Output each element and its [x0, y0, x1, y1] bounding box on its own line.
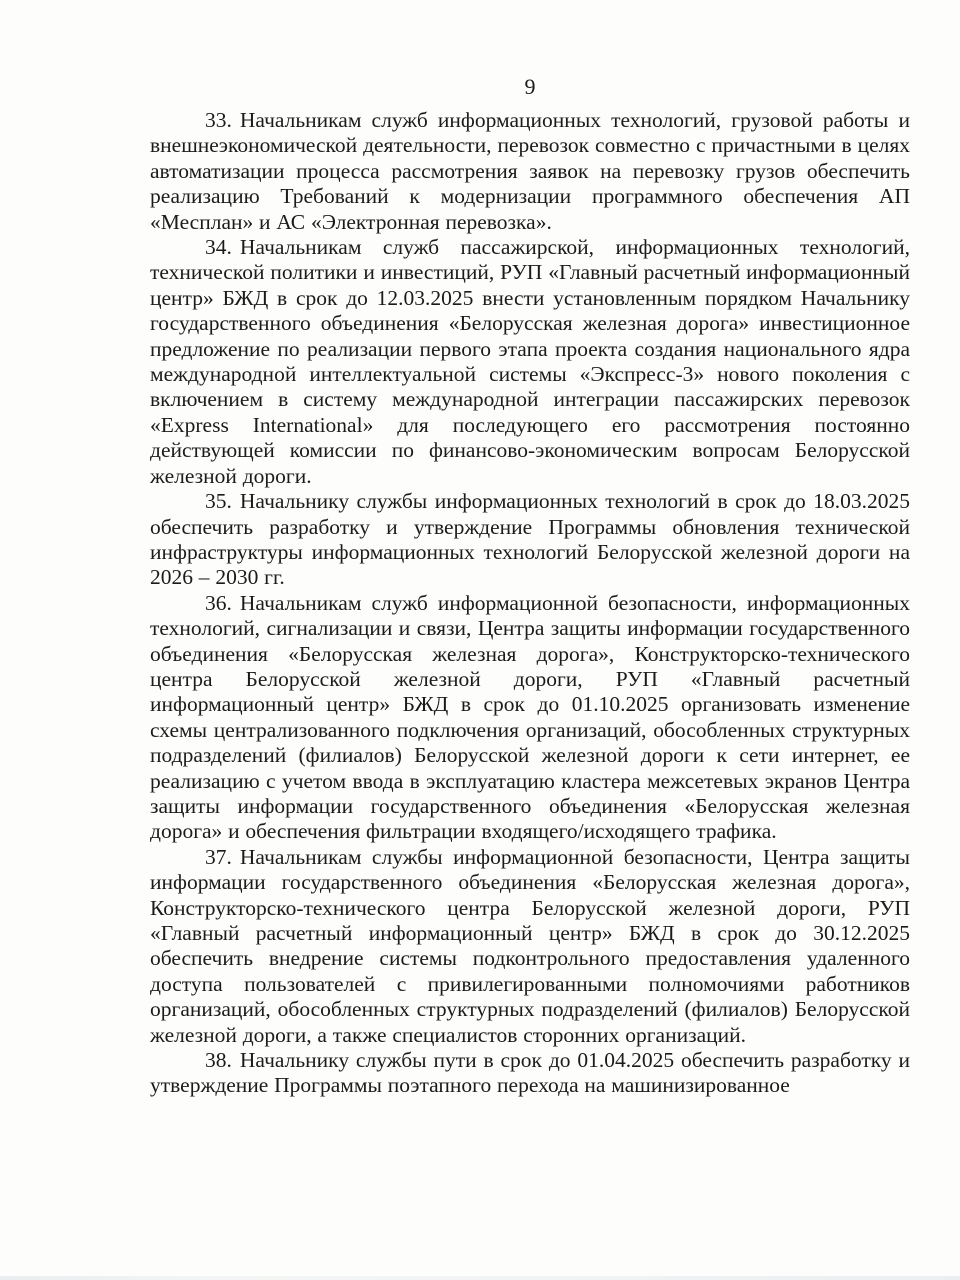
paragraph-number: 37.	[205, 844, 232, 869]
paragraph-37	[150, 845, 910, 1048]
page-number: 9	[524, 74, 536, 99]
paragraph-number: 33.	[205, 108, 232, 132]
scan-edge-artifact	[0, 1276, 960, 1280]
paragraph-33	[150, 108, 910, 235]
paragraph-number: 38.	[205, 1048, 232, 1073]
paragraph-text: Начальникам служб пассажирской, информационных технологий, технической политики и инвестиций, РУП «Главный расчетный информационный центр» БЖД в срок до 12.03.2025 внести установленным порядком Начальнику государственного объединения «Белорусская железная дорога» инвестиционное предложение по реализации первого этапа проекта создания национального ядра международной интеллектуальной системы «Экспресс-3» нового поколения с включением в систему международной интеграции пассажирских перевозок «Express International» для последующего его рассмотрения постоянно действующей комиссии по финансово-экономическим вопросам Белорусской железной дороги.	[150, 235, 910, 488]
paragraph-text: Начальникам служб информационных технологий, грузовой работы и внешнеэкономической деятельности, перевозок совместно с причастными в целях автоматизации процесса рассмотрения заявок на перевозку грузов обеспечить реализацию Требований к модернизации программного обеспечения АП «Месплан» и АС «Электронная перевозка».	[150, 108, 910, 234]
paragraph-text: Начальнику службы пути в срок до 01.04.2025 обеспечить разработку и утверждение Программы поэтапного перехода на машинизированное	[150, 1048, 910, 1098]
paragraph-text: Начальнику службы информационных технологий в срок до 18.03.2025 обеспечить разработку и утверждение Программы обновления технической инфраструктуры информационных технологий Белорусской железной дороги на 2026 – 2030 гг.	[150, 489, 910, 590]
paragraph-36	[150, 591, 910, 845]
paragraph-34	[150, 235, 910, 489]
paragraph-text: Начальникам службы информационной безопасности, Центра защиты информации государственного объединения «Белорусская железная дорога», Конструкторско-технического центра Белорусской железной дороги, РУП «Главный расчетный информационный центр» БЖД в срок до 30.12.2025 обеспечить внедрение системы подконтрольного предоставления удаленного доступа пользователей с привилегированными полномочиями работников организаций, обособленных структурных подразделений (филиалов) Белорусской железной дороги, а также специалистов сторонних организаций.	[150, 844, 910, 1047]
paragraph-number: 34.	[205, 235, 232, 260]
document-body	[150, 108, 910, 1099]
paragraph-38	[150, 1048, 910, 1099]
paragraph-number: 36.	[205, 590, 232, 615]
paragraph-35	[150, 489, 910, 591]
paragraph-number: 35.	[205, 489, 232, 514]
paragraph-text: Начальникам служб информационной безопасности, информационных технологий, сигнализации и связи, Центра защиты информации государственного объединения «Белорусская железная дорога», Конструкторско-технического центра Белорусской железной дороги, РУП «Главный расчетный информационный центр» БЖД в срок до 01.10.2025 организовать изменение схемы централизованного подключения организаций, обособленных структурных подразделений (филиалов) Белорусской железной дороги к сети интернет, ее реализацию с учетом ввода в эксплуатацию кластера межсетевых экранов Центра защиты информации государственного объединения «Белорусская железная дорога» и обеспечения фильтрации входящего/исходящего трафика.	[150, 590, 910, 844]
